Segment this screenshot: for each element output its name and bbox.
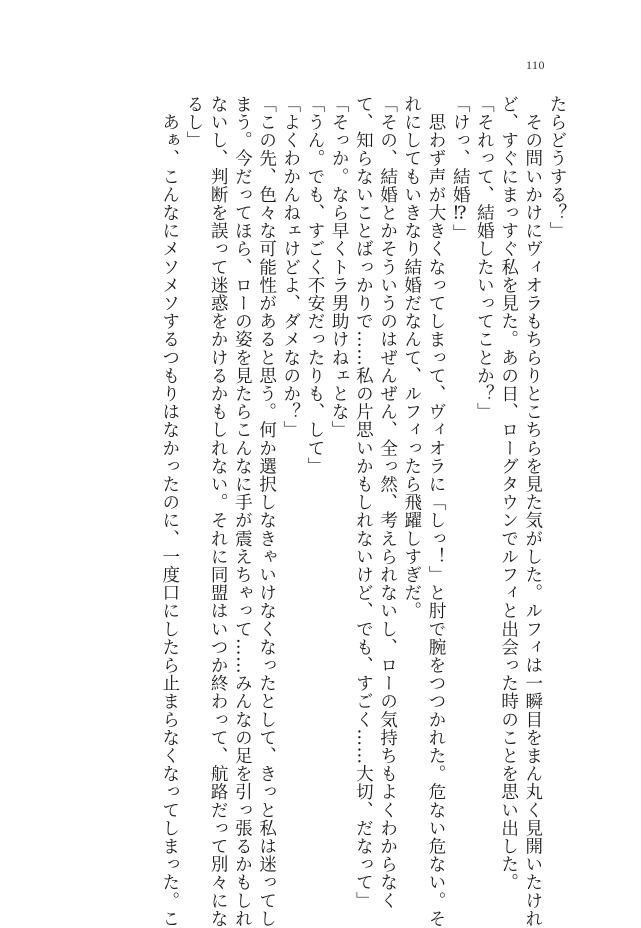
vertical-text-body [158,95,569,928]
text-line: たらどうする？」 [547,95,567,240]
text-line: 「そっか。なら早くトラ男助けねェとな」 [329,95,350,439]
text-line: その問いかけにヴィオラもちらりとこちらを見た気がした。ルフィは一瞬目をまん丸く見開いたけれ [522,95,543,928]
text-line: 「この先、色々な可能性があると思う。何か選択しなきゃいけなくなったとして、きっと私は迷ってし [256,95,277,928]
text-line: ないし、判断を誤って迷惑をかけるかもしれない。それに同盟はいつか終わって、航路だって別々にな [208,95,229,928]
text-line: て、知らないことばっかりで……私の片思いかもしれないけど、でも、すごく……大切、だなって」 [353,95,374,910]
text-line: るし」 [183,95,204,150]
text-line: 「うん。でも、すごく不安だったりも、して」 [304,95,325,476]
text-line: 「それって、結婚したいってことか？」 [474,95,495,421]
text-line: 思わず声が大きくなってしまって、ヴィオラに「しっ！」と肘で腕をつつかれた。危ない危ない。そ [425,95,446,928]
text-line: まう。今だってほら、ローの姿を見たらこんなに手が震えちゃって……みんなの足を引っ張るかもしれ [232,95,253,928]
text-line: れにしてもいきなり結婚だなんて、ルフィったら飛躍しすぎだ。 [401,95,422,620]
text-line: 「よくわかんねェけどよ、ダメなのか？」 [280,95,301,439]
text-line: あぁ、こんなにメソメソするつもりはなかったのに、一度口にしたら止まらなくなってしまった。こ [159,95,180,928]
text-line: 「その、結婚とかそういうのはぜんぜん、全っ然、考えられないし、ローの気持ちもよくわからなく [377,95,398,910]
page-number: 110 [526,58,546,72]
text-line: 「けっ、結婚⁉」 [450,95,471,243]
text-line: ど、すぐにまっすぐ私を見た。あの日、ローグタウンでルフィと出会った時のことを思い出した。 [498,95,519,892]
